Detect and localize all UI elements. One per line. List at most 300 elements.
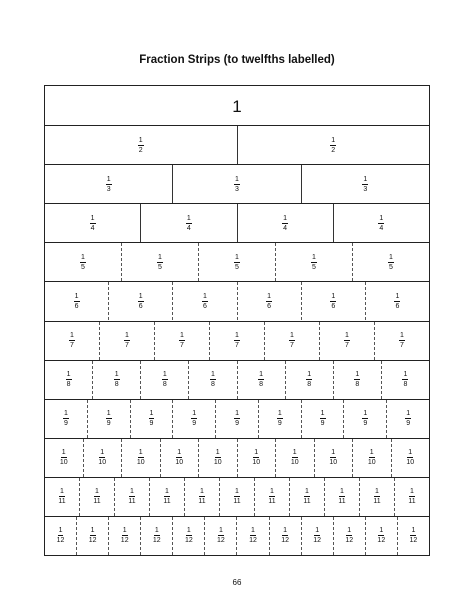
whole-strip <box>45 86 429 125</box>
fraction-numerator: 1 <box>192 410 197 418</box>
fraction-label <box>281 527 289 544</box>
fraction-cell <box>365 282 429 320</box>
fraction-cell <box>204 517 236 555</box>
fraction-cell <box>140 361 188 399</box>
fraction-numerator: 1 <box>379 214 384 222</box>
fraction-numerator: 1 <box>158 253 162 261</box>
fraction-cell <box>45 282 108 320</box>
fraction-denominator: 10 <box>406 459 415 467</box>
fraction-numerator: 1 <box>363 410 368 418</box>
fraction-numerator: 1 <box>177 449 182 457</box>
fraction-cell <box>352 243 429 281</box>
fraction-numerator: 1 <box>90 527 95 535</box>
fraction-cell <box>219 478 254 516</box>
fraction-numerator: 1 <box>345 332 349 340</box>
fraction-cell <box>140 204 236 242</box>
fraction-denominator: 8 <box>114 381 119 389</box>
fraction-label <box>373 488 380 505</box>
fraction-label <box>410 527 418 544</box>
fraction-label <box>106 410 112 427</box>
fraction-label <box>303 488 310 505</box>
fraction-denominator: 3 <box>106 185 111 193</box>
fraction-label <box>289 332 295 349</box>
fraction-denominator: 7 <box>290 342 294 350</box>
fraction-cell <box>172 165 300 203</box>
fraction-numerator: 1 <box>90 214 95 222</box>
fraction-label <box>330 137 336 154</box>
fraction-denominator: 4 <box>186 224 191 232</box>
fraction-denominator: 2 <box>138 146 143 154</box>
fraction-cell <box>343 400 386 438</box>
fraction-label <box>217 527 225 544</box>
fraction-cell <box>381 361 429 399</box>
fraction-denominator: 9 <box>320 420 325 428</box>
fraction-numerator: 1 <box>180 332 184 340</box>
fraction-cell <box>76 517 108 555</box>
strip-9ths <box>45 399 429 438</box>
fraction-cell <box>45 400 87 438</box>
fraction-numerator: 1 <box>66 371 71 379</box>
fraction-numerator: 1 <box>60 488 64 496</box>
fraction-denominator: 12 <box>56 537 65 545</box>
fraction-cell <box>92 361 140 399</box>
fraction-cell <box>333 204 429 242</box>
fraction-cell <box>264 322 319 360</box>
fraction-label <box>58 488 65 505</box>
fraction-numerator: 1 <box>114 371 119 379</box>
fraction-denominator: 4 <box>90 224 95 232</box>
fraction-denominator: 10 <box>213 459 222 467</box>
fraction-denominator: 6 <box>202 302 207 310</box>
fraction-cell <box>386 400 429 438</box>
fraction-cell <box>237 439 276 477</box>
fraction-denominator: 8 <box>355 381 360 389</box>
fraction-label <box>128 488 135 505</box>
fraction-label <box>124 332 130 349</box>
fraction-label <box>175 449 183 466</box>
fraction-numerator: 1 <box>369 449 374 457</box>
fraction-label <box>63 410 69 427</box>
fraction-cell <box>237 126 430 164</box>
fraction-cell <box>108 282 172 320</box>
fraction-cell <box>333 517 365 555</box>
fraction-numerator: 1 <box>277 410 282 418</box>
fraction-label <box>291 449 299 466</box>
fraction-numerator: 1 <box>283 214 288 222</box>
strip-2ths <box>45 125 429 164</box>
fraction-cell <box>394 478 429 516</box>
fraction-label <box>186 215 192 232</box>
fraction-label <box>313 527 321 544</box>
fraction-cell <box>45 517 76 555</box>
fraction-label <box>406 449 414 466</box>
fraction-denominator: 12 <box>217 537 225 545</box>
fraction-label <box>311 254 317 271</box>
fraction-denominator: 7 <box>180 342 184 350</box>
fraction-denominator: 8 <box>162 381 167 389</box>
fraction-label <box>198 488 205 505</box>
fraction-label <box>277 410 283 427</box>
fraction-label <box>90 215 96 232</box>
fraction-numerator: 1 <box>251 527 255 535</box>
fraction-denominator: 4 <box>283 224 288 232</box>
fraction-numerator: 1 <box>235 253 239 261</box>
fraction-label <box>114 371 120 388</box>
fraction-cell <box>172 517 204 555</box>
fraction-denominator: 8 <box>403 381 408 389</box>
fraction-numerator: 1 <box>235 410 239 418</box>
fraction-label <box>191 410 197 427</box>
fraction-strips-grid <box>44 85 430 556</box>
fraction-cell <box>140 517 172 555</box>
fraction-denominator: 11 <box>58 498 66 506</box>
fraction-label <box>377 527 385 544</box>
fraction-numerator: 1 <box>100 449 105 457</box>
fraction-label <box>362 176 368 193</box>
fraction-numerator: 1 <box>186 214 191 222</box>
fraction-numerator: 1 <box>375 488 379 496</box>
fraction-label <box>138 137 144 154</box>
fraction-cell <box>45 165 172 203</box>
fraction-label <box>157 254 163 271</box>
fraction-denominator: 7 <box>125 342 129 350</box>
fraction-denominator: 6 <box>331 302 336 310</box>
fraction-label <box>266 293 272 310</box>
fraction-denominator: 9 <box>149 420 154 428</box>
fraction-cell <box>108 517 140 555</box>
fraction-label <box>282 215 288 232</box>
fraction-denominator: 12 <box>184 537 193 545</box>
fraction-numerator: 1 <box>254 449 259 457</box>
fraction-numerator: 1 <box>162 371 167 379</box>
fraction-numerator: 1 <box>331 449 336 457</box>
fraction-denominator: 6 <box>395 302 400 310</box>
fraction-denominator: 5 <box>81 263 85 271</box>
fraction-label <box>330 293 336 310</box>
whole-label: 1 <box>232 97 242 117</box>
fraction-cell <box>319 322 374 360</box>
fraction-numerator: 1 <box>138 136 143 144</box>
fraction-cell <box>215 400 258 438</box>
fraction-cell <box>184 478 219 516</box>
fraction-label <box>268 488 275 505</box>
fraction-cell <box>87 400 130 438</box>
fraction-denominator: 12 <box>281 537 289 545</box>
fraction-numerator: 1 <box>235 488 239 496</box>
fraction-denominator: 4 <box>379 224 384 232</box>
strip-11ths <box>45 477 429 516</box>
fraction-numerator: 1 <box>235 175 239 183</box>
fraction-cell <box>301 400 344 438</box>
fraction-label <box>57 527 65 544</box>
fraction-denominator: 10 <box>175 459 184 467</box>
strip-6ths <box>45 281 429 320</box>
fraction-label <box>306 371 312 388</box>
fraction-label <box>214 449 222 466</box>
fraction-cell <box>237 282 301 320</box>
fraction-label <box>405 410 411 427</box>
fraction-denominator: 11 <box>338 498 346 506</box>
fraction-numerator: 1 <box>122 527 127 535</box>
fraction-denominator: 6 <box>267 302 272 310</box>
fraction-denominator: 8 <box>210 381 215 389</box>
fraction-numerator: 1 <box>202 292 207 300</box>
fraction-label <box>80 254 86 271</box>
fraction-label <box>320 410 326 427</box>
fraction-label <box>345 527 353 544</box>
fraction-label <box>368 449 376 466</box>
fraction-denominator: 11 <box>408 498 416 506</box>
fraction-numerator: 1 <box>215 449 220 457</box>
fraction-label <box>399 332 405 349</box>
fraction-denominator: 8 <box>66 381 71 389</box>
fraction-denominator: 10 <box>367 459 376 467</box>
fraction-cell <box>188 361 236 399</box>
fraction-numerator: 1 <box>406 410 411 418</box>
fraction-numerator: 1 <box>106 410 111 418</box>
fraction-numerator: 1 <box>320 410 325 418</box>
fraction-denominator: 11 <box>198 498 206 506</box>
fraction-numerator: 1 <box>74 292 79 300</box>
fraction-cell <box>198 243 275 281</box>
fraction-denominator: 10 <box>136 459 145 467</box>
fraction-numerator: 1 <box>267 292 272 300</box>
fraction-label <box>74 293 80 310</box>
page-title: Fraction Strips (to twelfths labelled) <box>139 54 335 66</box>
fraction-denominator: 10 <box>290 459 299 467</box>
fraction-denominator: 9 <box>63 420 68 428</box>
fraction-cell <box>45 243 121 281</box>
fraction-label <box>329 449 337 466</box>
fraction-cell <box>236 517 268 555</box>
fraction-denominator: 9 <box>277 420 282 428</box>
fraction-numerator: 1 <box>186 527 191 535</box>
whole-cell <box>45 86 429 125</box>
fraction-numerator: 1 <box>218 527 223 535</box>
fraction-denominator: 11 <box>373 498 381 506</box>
fraction-label <box>344 332 350 349</box>
fraction-numerator: 1 <box>410 488 414 496</box>
fraction-numerator: 1 <box>307 371 312 379</box>
fraction-denominator: 10 <box>59 459 68 467</box>
fraction-numerator: 1 <box>149 410 154 418</box>
fraction-numerator: 1 <box>355 371 360 379</box>
fraction-numerator: 1 <box>340 488 344 496</box>
fraction-cell <box>289 478 324 516</box>
strip-3ths <box>45 164 429 203</box>
fraction-cell <box>397 517 429 555</box>
fraction-denominator: 12 <box>377 537 386 545</box>
fraction-numerator: 1 <box>235 332 239 340</box>
fraction-numerator: 1 <box>331 136 336 144</box>
fraction-denominator: 12 <box>249 537 257 545</box>
fraction-label <box>234 254 240 271</box>
fraction-cell <box>172 400 215 438</box>
fraction-cell <box>275 439 314 477</box>
fraction-label <box>338 488 345 505</box>
fraction-cell <box>301 165 429 203</box>
fraction-numerator: 1 <box>125 332 129 340</box>
fraction-denominator: 9 <box>363 420 368 428</box>
fraction-numerator: 1 <box>138 292 143 300</box>
fraction-label <box>388 254 394 271</box>
fraction-denominator: 5 <box>389 263 393 271</box>
page-number: 66 <box>232 578 242 587</box>
fraction-label <box>93 488 100 505</box>
fraction-cell <box>121 439 160 477</box>
strip-12ths <box>45 516 429 555</box>
fraction-label <box>98 449 106 466</box>
fraction-numerator: 1 <box>70 332 74 340</box>
fraction-denominator: 12 <box>88 537 97 545</box>
fraction-cell <box>301 282 365 320</box>
fraction-denominator: 5 <box>158 263 162 271</box>
fraction-denominator: 8 <box>259 381 264 389</box>
fraction-label <box>249 527 257 544</box>
fraction-denominator: 10 <box>98 459 107 467</box>
strip-8ths <box>45 360 429 399</box>
strip-4ths <box>45 203 429 242</box>
fraction-denominator: 7 <box>235 342 239 350</box>
fraction-cell <box>45 478 79 516</box>
fraction-label <box>234 410 240 427</box>
fraction-label <box>153 527 161 544</box>
fraction-cell <box>149 478 184 516</box>
fraction-numerator: 1 <box>259 371 264 379</box>
fraction-denominator: 5 <box>312 263 316 271</box>
fraction-cell <box>275 243 352 281</box>
fraction-numerator: 1 <box>95 488 99 496</box>
fraction-label <box>137 449 145 466</box>
fraction-denominator: 10 <box>329 459 338 467</box>
fraction-label <box>394 293 400 310</box>
strip-7ths <box>45 321 429 360</box>
fraction-numerator: 1 <box>315 527 320 535</box>
fraction-cell <box>45 361 92 399</box>
fraction-numerator: 1 <box>106 175 111 183</box>
fraction-cell <box>391 439 430 477</box>
fraction-label <box>402 371 408 388</box>
fraction-cell <box>45 126 237 164</box>
fraction-label <box>210 371 216 388</box>
fraction-numerator: 1 <box>165 488 169 496</box>
fraction-label <box>362 410 368 427</box>
fraction-denominator: 9 <box>235 420 239 428</box>
fraction-label <box>138 293 144 310</box>
fraction-label <box>179 332 185 349</box>
fraction-denominator: 7 <box>345 342 349 350</box>
fraction-cell <box>79 478 114 516</box>
fraction-numerator: 1 <box>379 527 384 535</box>
fraction-denominator: 11 <box>303 498 311 506</box>
fraction-cell <box>209 322 264 360</box>
fraction-cell <box>359 478 394 516</box>
fraction-denominator: 6 <box>138 302 143 310</box>
fraction-denominator: 10 <box>252 459 261 467</box>
fraction-label <box>66 371 72 388</box>
fraction-numerator: 1 <box>138 449 143 457</box>
fraction-numerator: 1 <box>292 449 297 457</box>
fraction-numerator: 1 <box>200 488 204 496</box>
fraction-cell <box>285 361 333 399</box>
fraction-cell <box>114 478 149 516</box>
fraction-cell <box>160 439 199 477</box>
fraction-label <box>89 527 97 544</box>
fraction-label <box>149 410 155 427</box>
fraction-denominator: 11 <box>163 498 171 506</box>
fraction-cell <box>83 439 122 477</box>
fraction-label <box>408 488 415 505</box>
fraction-numerator: 1 <box>312 253 316 261</box>
fraction-cell <box>99 322 154 360</box>
fraction-label <box>258 371 264 388</box>
fraction-label <box>163 488 170 505</box>
fraction-label <box>185 527 193 544</box>
fraction-label <box>233 488 240 505</box>
fraction-label <box>378 215 384 232</box>
fraction-cell <box>254 478 289 516</box>
fraction-cell <box>172 282 236 320</box>
fraction-numerator: 1 <box>331 292 336 300</box>
fraction-cell <box>301 517 333 555</box>
fraction-cell <box>121 243 198 281</box>
fraction-cell <box>314 439 353 477</box>
fraction-label <box>69 332 75 349</box>
fraction-denominator: 12 <box>409 537 418 545</box>
fraction-numerator: 1 <box>403 371 408 379</box>
fraction-denominator: 12 <box>345 537 354 545</box>
fraction-cell <box>130 400 173 438</box>
fraction-cell <box>269 517 301 555</box>
fraction-denominator: 6 <box>74 302 79 310</box>
fraction-numerator: 1 <box>130 488 134 496</box>
fraction-numerator: 1 <box>389 253 393 261</box>
fraction-denominator: 8 <box>307 381 312 389</box>
fraction-denominator: 11 <box>233 498 241 506</box>
fraction-cell <box>45 322 99 360</box>
fraction-cell <box>45 204 140 242</box>
fraction-denominator: 12 <box>313 537 322 545</box>
fraction-label <box>234 332 240 349</box>
fraction-label <box>121 527 129 544</box>
fraction-numerator: 1 <box>58 527 63 535</box>
fraction-numerator: 1 <box>305 488 309 496</box>
fraction-denominator: 9 <box>192 420 197 428</box>
fraction-label <box>202 293 208 310</box>
fraction-cell <box>365 517 397 555</box>
fraction-label <box>354 371 360 388</box>
fraction-denominator: 11 <box>93 498 101 506</box>
fraction-denominator: 2 <box>331 146 336 154</box>
fraction-numerator: 1 <box>210 371 215 379</box>
fraction-numerator: 1 <box>270 488 274 496</box>
strip-10ths <box>45 438 429 477</box>
fraction-numerator: 1 <box>81 253 85 261</box>
fraction-numerator: 1 <box>290 332 294 340</box>
fraction-denominator: 12 <box>152 537 161 545</box>
fraction-denominator: 9 <box>106 420 111 428</box>
fraction-numerator: 1 <box>363 175 368 183</box>
fraction-numerator: 1 <box>154 527 159 535</box>
fraction-cell <box>374 322 429 360</box>
fraction-denominator: 7 <box>400 342 404 350</box>
fraction-denominator: 3 <box>363 185 368 193</box>
fraction-denominator: 3 <box>235 185 239 193</box>
fraction-numerator: 1 <box>400 332 404 340</box>
fraction-cell <box>333 361 381 399</box>
fraction-numerator: 1 <box>408 449 413 457</box>
fraction-cell <box>45 439 83 477</box>
